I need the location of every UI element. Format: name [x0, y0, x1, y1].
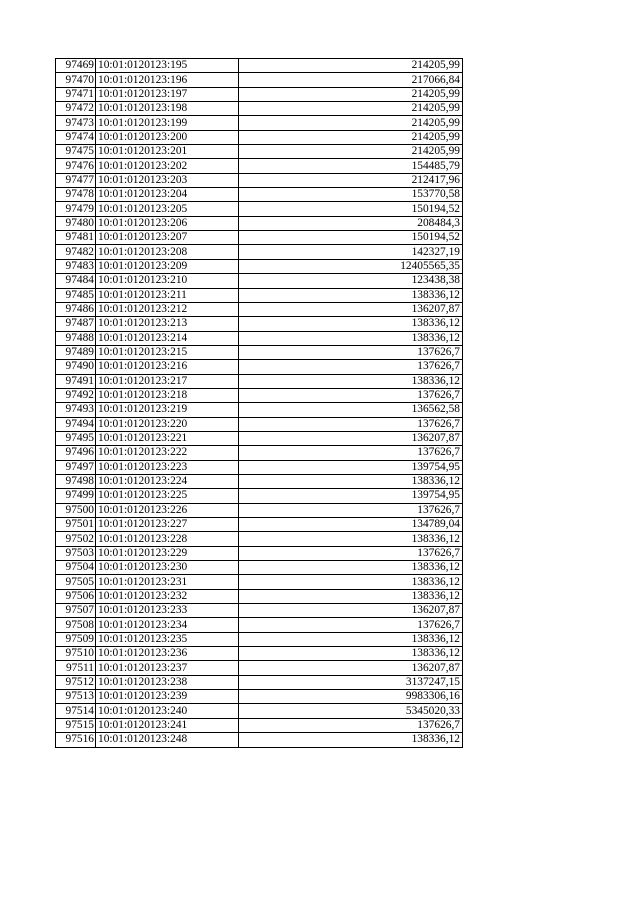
table-row	[56, 274, 463, 288]
table-row	[56, 159, 463, 173]
cadastral-value: 208484,3	[239, 216, 463, 230]
cadastral-value: 137626,7	[239, 546, 463, 560]
table-row	[56, 618, 463, 632]
table-row	[56, 718, 463, 732]
cadastral-number: 10:01:0120123:229	[96, 546, 239, 560]
row-number: 97481	[56, 231, 96, 245]
table-row	[56, 489, 463, 503]
table-row	[56, 561, 463, 575]
cadastral-value: 136207,87	[239, 661, 463, 675]
table-row	[56, 474, 463, 488]
cadastral-number: 10:01:0120123:210	[96, 274, 239, 288]
cadastral-number: 10:01:0120123:236	[96, 647, 239, 661]
cadastral-number: 10:01:0120123:227	[96, 518, 239, 532]
cadastral-value: 217066,84	[239, 73, 463, 87]
cadastral-value: 12405565,35	[239, 259, 463, 273]
table-row	[56, 388, 463, 402]
table-row	[56, 704, 463, 718]
cadastral-value: 214205,99	[239, 102, 463, 116]
table-row	[56, 259, 463, 273]
cadastral-number: 10:01:0120123:241	[96, 718, 239, 732]
cadastral-value: 214205,99	[239, 87, 463, 101]
cadastral-number: 10:01:0120123:212	[96, 302, 239, 316]
cadastral-number: 10:01:0120123:234	[96, 618, 239, 632]
table-row	[56, 589, 463, 603]
row-number: 97493	[56, 403, 96, 417]
table-row	[56, 331, 463, 345]
table-row	[56, 675, 463, 689]
cadastral-number: 10:01:0120123:222	[96, 446, 239, 460]
row-number: 97508	[56, 618, 96, 632]
cadastral-number: 10:01:0120123:239	[96, 690, 239, 704]
table-row	[56, 403, 463, 417]
table-row	[56, 73, 463, 87]
cadastral-value: 212417,96	[239, 173, 463, 187]
cadastral-number: 10:01:0120123:223	[96, 460, 239, 474]
cadastral-number: 10:01:0120123:218	[96, 388, 239, 402]
row-number: 97509	[56, 632, 96, 646]
row-number: 97511	[56, 661, 96, 675]
row-number: 97480	[56, 216, 96, 230]
row-number: 97488	[56, 331, 96, 345]
row-number: 97484	[56, 274, 96, 288]
row-number: 97491	[56, 374, 96, 388]
cadastral-value: 3137247,15	[239, 675, 463, 689]
cadastral-value: 137626,7	[239, 618, 463, 632]
cadastral-number: 10:01:0120123:220	[96, 417, 239, 431]
cadastral-value-table	[55, 58, 463, 748]
row-number: 97476	[56, 159, 96, 173]
cadastral-value: 138336,12	[239, 532, 463, 546]
cadastral-value: 138336,12	[239, 317, 463, 331]
row-number: 97510	[56, 647, 96, 661]
row-number: 97506	[56, 589, 96, 603]
table-row	[56, 446, 463, 460]
cadastral-value: 137626,7	[239, 388, 463, 402]
table-row	[56, 116, 463, 130]
table-row	[56, 632, 463, 646]
cadastral-number: 10:01:0120123:228	[96, 532, 239, 546]
row-number: 97485	[56, 288, 96, 302]
row-number: 97471	[56, 87, 96, 101]
table-row	[56, 245, 463, 259]
row-number: 97504	[56, 561, 96, 575]
cadastral-number: 10:01:0120123:200	[96, 130, 239, 144]
row-number: 97472	[56, 102, 96, 116]
table-row	[56, 87, 463, 101]
row-number: 97495	[56, 431, 96, 445]
cadastral-value: 136562,58	[239, 403, 463, 417]
cadastral-value: 214205,99	[239, 116, 463, 130]
row-number: 97516	[56, 733, 96, 747]
table-row	[56, 102, 463, 116]
cadastral-value: 150194,52	[239, 202, 463, 216]
cadastral-number: 10:01:0120123:248	[96, 733, 239, 747]
table-row	[56, 317, 463, 331]
cadastral-value: 9983306,16	[239, 690, 463, 704]
table-row	[56, 202, 463, 216]
cadastral-value: 136207,87	[239, 431, 463, 445]
cadastral-number: 10:01:0120123:203	[96, 173, 239, 187]
table-row	[56, 374, 463, 388]
cadastral-number: 10:01:0120123:224	[96, 474, 239, 488]
cadastral-value: 138336,12	[239, 374, 463, 388]
cadastral-value: 142327,19	[239, 245, 463, 259]
table-row	[56, 345, 463, 359]
table-row	[56, 733, 463, 747]
row-number: 97469	[56, 59, 96, 73]
row-number: 97496	[56, 446, 96, 460]
cadastral-number: 10:01:0120123:206	[96, 216, 239, 230]
table-row	[56, 604, 463, 618]
cadastral-value: 138336,12	[239, 288, 463, 302]
row-number: 97501	[56, 518, 96, 532]
row-number: 97470	[56, 73, 96, 87]
row-number: 97499	[56, 489, 96, 503]
row-number: 97498	[56, 474, 96, 488]
cadastral-number: 10:01:0120123:196	[96, 73, 239, 87]
table-row	[56, 145, 463, 159]
cadastral-value: 139754,95	[239, 460, 463, 474]
cadastral-number: 10:01:0120123:202	[96, 159, 239, 173]
row-number: 97475	[56, 145, 96, 159]
cadastral-number: 10:01:0120123:216	[96, 360, 239, 374]
cadastral-number: 10:01:0120123:230	[96, 561, 239, 575]
row-number: 97514	[56, 704, 96, 718]
cadastral-value: 138336,12	[239, 561, 463, 575]
cadastral-number: 10:01:0120123:204	[96, 188, 239, 202]
row-number: 97473	[56, 116, 96, 130]
cadastral-value: 138336,12	[239, 331, 463, 345]
cadastral-value: 138336,12	[239, 575, 463, 589]
row-number: 97502	[56, 532, 96, 546]
table-row	[56, 231, 463, 245]
row-number: 97486	[56, 302, 96, 316]
table-row	[56, 302, 463, 316]
cadastral-number: 10:01:0120123:197	[96, 87, 239, 101]
row-number: 97503	[56, 546, 96, 560]
row-number: 97505	[56, 575, 96, 589]
cadastral-number: 10:01:0120123:209	[96, 259, 239, 273]
table-row	[56, 360, 463, 374]
table-row	[56, 661, 463, 675]
cadastral-value: 136207,87	[239, 302, 463, 316]
cadastral-value: 214205,99	[239, 145, 463, 159]
cadastral-number: 10:01:0120123:233	[96, 604, 239, 618]
cadastral-value: 137626,7	[239, 446, 463, 460]
table-row	[56, 188, 463, 202]
cadastral-number: 10:01:0120123:195	[96, 59, 239, 73]
table-row	[56, 417, 463, 431]
row-number: 97483	[56, 259, 96, 273]
cadastral-value: 214205,99	[239, 130, 463, 144]
table-row	[56, 546, 463, 560]
cadastral-number: 10:01:0120123:207	[96, 231, 239, 245]
cadastral-number: 10:01:0120123:235	[96, 632, 239, 646]
row-number: 97489	[56, 345, 96, 359]
row-number: 97490	[56, 360, 96, 374]
cadastral-number: 10:01:0120123:226	[96, 503, 239, 517]
cadastral-number: 10:01:0120123:221	[96, 431, 239, 445]
row-number: 97507	[56, 604, 96, 618]
table-body	[56, 59, 463, 748]
row-number: 97492	[56, 388, 96, 402]
cadastral-value: 137626,7	[239, 417, 463, 431]
table-row	[56, 575, 463, 589]
cadastral-value: 137626,7	[239, 503, 463, 517]
table-row	[56, 130, 463, 144]
cadastral-value: 123438,38	[239, 274, 463, 288]
cadastral-number: 10:01:0120123:205	[96, 202, 239, 216]
cadastral-number: 10:01:0120123:237	[96, 661, 239, 675]
cadastral-value: 138336,12	[239, 589, 463, 603]
cadastral-value: 139754,95	[239, 489, 463, 503]
cadastral-number: 10:01:0120123:240	[96, 704, 239, 718]
cadastral-value: 153770,58	[239, 188, 463, 202]
row-number: 97500	[56, 503, 96, 517]
table-row	[56, 690, 463, 704]
row-number: 97512	[56, 675, 96, 689]
cadastral-number: 10:01:0120123:232	[96, 589, 239, 603]
cadastral-value: 134789,04	[239, 518, 463, 532]
row-number: 97494	[56, 417, 96, 431]
table-row	[56, 216, 463, 230]
table-row	[56, 460, 463, 474]
row-number: 97487	[56, 317, 96, 331]
cadastral-value: 138336,12	[239, 474, 463, 488]
row-number: 97477	[56, 173, 96, 187]
row-number: 97513	[56, 690, 96, 704]
cadastral-value: 214205,99	[239, 59, 463, 73]
table-row	[56, 59, 463, 73]
row-number: 97474	[56, 130, 96, 144]
cadastral-value: 138336,12	[239, 647, 463, 661]
cadastral-value: 150194,52	[239, 231, 463, 245]
cadastral-number: 10:01:0120123:231	[96, 575, 239, 589]
cadastral-number: 10:01:0120123:198	[96, 102, 239, 116]
table-row	[56, 431, 463, 445]
row-number: 97497	[56, 460, 96, 474]
cadastral-value: 137626,7	[239, 718, 463, 732]
row-number: 97478	[56, 188, 96, 202]
cadastral-value: 138336,12	[239, 632, 463, 646]
cadastral-value: 137626,7	[239, 345, 463, 359]
cadastral-number: 10:01:0120123:225	[96, 489, 239, 503]
cadastral-number: 10:01:0120123:217	[96, 374, 239, 388]
cadastral-value: 137626,7	[239, 360, 463, 374]
table-row	[56, 532, 463, 546]
cadastral-value: 136207,87	[239, 604, 463, 618]
cadastral-number: 10:01:0120123:219	[96, 403, 239, 417]
table-row	[56, 518, 463, 532]
table-row	[56, 503, 463, 517]
cadastral-number: 10:01:0120123:213	[96, 317, 239, 331]
row-number: 97482	[56, 245, 96, 259]
table-row	[56, 288, 463, 302]
cadastral-value: 138336,12	[239, 733, 463, 747]
cadastral-value: 154485,79	[239, 159, 463, 173]
cadastral-number: 10:01:0120123:208	[96, 245, 239, 259]
cadastral-number: 10:01:0120123:201	[96, 145, 239, 159]
cadastral-number: 10:01:0120123:238	[96, 675, 239, 689]
cadastral-number: 10:01:0120123:199	[96, 116, 239, 130]
cadastral-number: 10:01:0120123:211	[96, 288, 239, 302]
row-number: 97515	[56, 718, 96, 732]
cadastral-number: 10:01:0120123:215	[96, 345, 239, 359]
table-row	[56, 647, 463, 661]
table-row	[56, 173, 463, 187]
cadastral-number: 10:01:0120123:214	[96, 331, 239, 345]
cadastral-value: 5345020,33	[239, 704, 463, 718]
row-number: 97479	[56, 202, 96, 216]
